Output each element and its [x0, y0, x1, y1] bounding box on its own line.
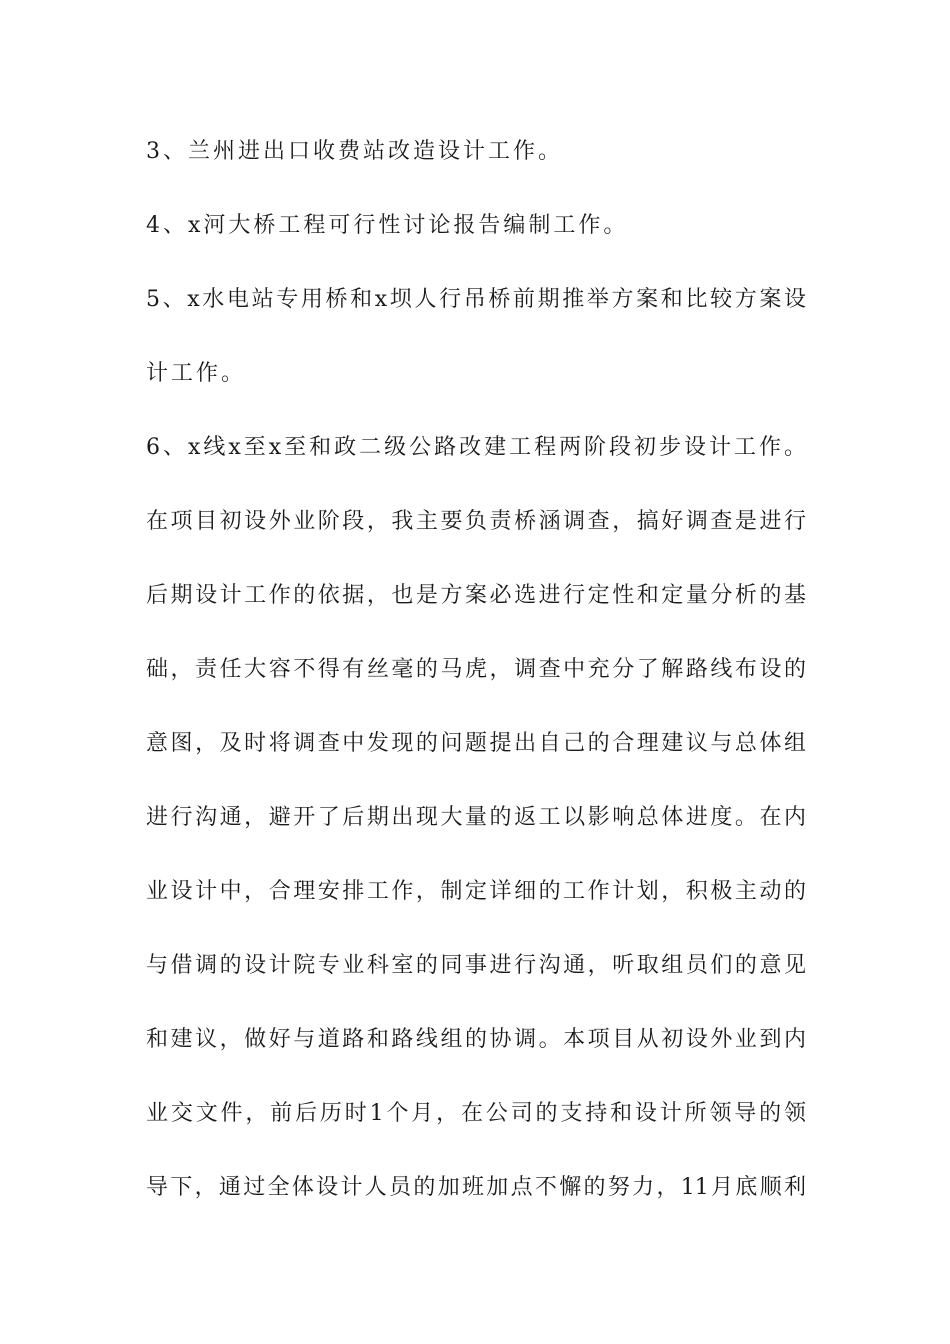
text-line: 与借调的设计院专业科室的同事进行沟通，听取组员们的意见 [146, 953, 806, 978]
text-line: 在项目初设外业阶段，我主要负责桥涵调查，搞好调查是进行 [146, 509, 806, 534]
text-line: 意图，及时将调查中发现的问题提出自己的合理建议与总体组 [146, 731, 806, 756]
text-line: 和建议，做好与道路和路线组的协调。本项目从初设外业到内 [146, 1027, 806, 1052]
text-line: 业交文件，前后历时1个月，在公司的支持和设计所领导的领 [146, 1101, 806, 1126]
text-line: 3、兰州进出口收费站改造设计工作。 [146, 139, 563, 164]
text-line: 业设计中，合理安排工作，制定详细的工作计划，积极主动的 [146, 879, 806, 904]
text-line: 5、x水电站专用桥和x坝人行吊桥前期推举方案和比较方案设 [146, 287, 806, 312]
text-line: 6、x线x至x至和政二级公路改建工程两阶段初步设计工作。 [146, 435, 806, 460]
text-line: 导下，通过全体设计人员的加班加点不懈的努力，11月底顺利 [146, 1175, 806, 1200]
text-line: 进行沟通，避开了后期出现大量的返工以影响总体进度。在内 [146, 805, 806, 830]
text-line: 础，责任大容不得有丝毫的马虎，调查中充分了解路线布设的 [146, 657, 806, 682]
text-line: 4、x河大桥工程可行性讨论报告编制工作。 [146, 213, 629, 238]
document-body [146, 128, 806, 1238]
text-line: 后期设计工作的依据，也是方案必选进行定性和定量分析的基 [146, 583, 806, 608]
text-line: 计工作。 [146, 361, 247, 386]
